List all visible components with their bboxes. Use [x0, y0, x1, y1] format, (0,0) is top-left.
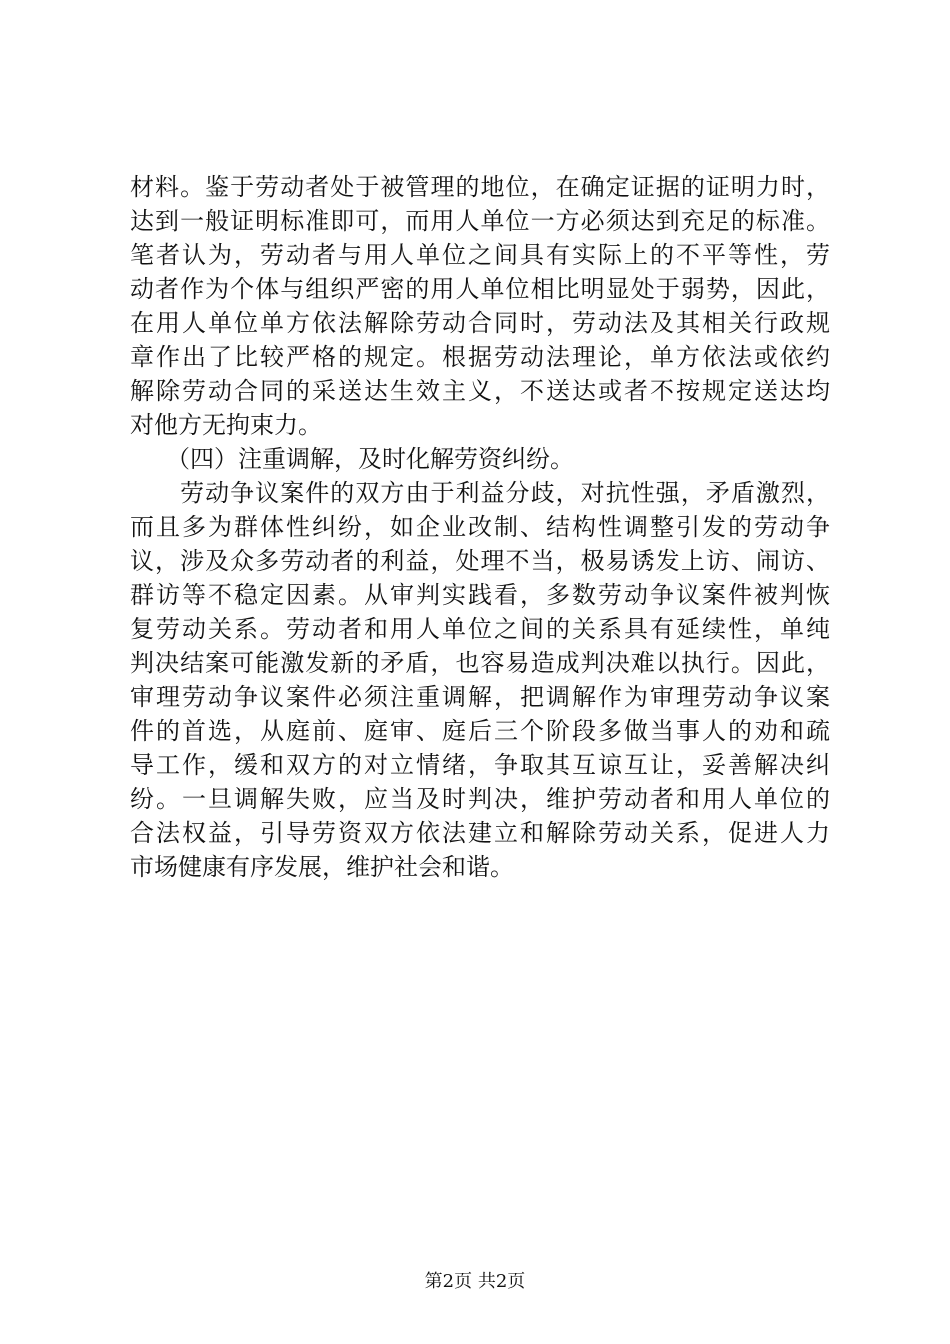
- paragraph: [130, 170, 830, 442]
- paragraph: [130, 476, 830, 884]
- text-line: 合法权益，引导劳资双方依法建立和解除劳动关系，促进人力: [130, 819, 830, 847]
- text-line: 市场健康有序发展，维护社会和谐。: [130, 853, 514, 881]
- section-heading: [130, 442, 830, 476]
- text-line: 在用人单位单方依法解除劳动合同时，劳动法及其相关行政规: [130, 309, 830, 337]
- text-line: 复劳动关系。劳动者和用人单位之间的关系具有延续性，单纯: [130, 615, 830, 643]
- text-line: 而且多为群体性纠纷，如企业改制、结构性调整引发的劳动争: [130, 513, 830, 541]
- text-line: 达到一般证明标准即可，而用人单位一方必须达到充足的标准。: [130, 207, 830, 235]
- page-number-footer: 第2页 共2页: [424, 1271, 526, 1292]
- text-line: 判决结案可能激发新的矛盾，也容易造成判决难以执行。因此，: [130, 649, 830, 677]
- text-line: 对他方无拘束力。: [130, 411, 322, 439]
- text-line: （四）注重调解，及时化解劳资纠纷。: [130, 445, 574, 473]
- text-line: 纷。一旦调解失败，应当及时判决，维护劳动者和用人单位的: [130, 785, 830, 813]
- text-line: 审理劳动争议案件必须注重调解，把调解作为审理劳动争议案: [130, 683, 830, 711]
- text-line: 议，涉及众多劳动者的利益，处理不当，极易诱发上访、闹访、: [130, 547, 830, 575]
- document-body: [130, 170, 830, 884]
- text-line: 件的首选，从庭前、庭审、庭后三个阶段多做当事人的劝和疏: [130, 717, 830, 745]
- text-line: 材料。鉴于劳动者处于被管理的地位，在确定证据的证明力时，: [130, 173, 830, 201]
- text-line: 笔者认为，劳动者与用人单位之间具有实际上的不平等性，劳: [130, 241, 830, 269]
- text-line: 群访等不稳定因素。从审判实践看，多数劳动争议案件被判恢: [130, 581, 830, 609]
- text-line: 劳动争议案件的双方由于利益分歧，对抗性强，矛盾激烈，: [130, 479, 830, 507]
- text-line: 导工作，缓和双方的对立情绪，争取其互谅互让，妥善解决纠: [130, 751, 830, 779]
- text-line: 解除劳动合同的采送达生效主义，不送达或者不按规定送达均: [130, 377, 830, 405]
- text-line: 章作出了比较严格的规定。根据劳动法理论，单方依法或依约: [130, 343, 830, 371]
- text-line: 动者作为个体与组织严密的用人单位相比明显处于弱势，因此，: [130, 275, 830, 303]
